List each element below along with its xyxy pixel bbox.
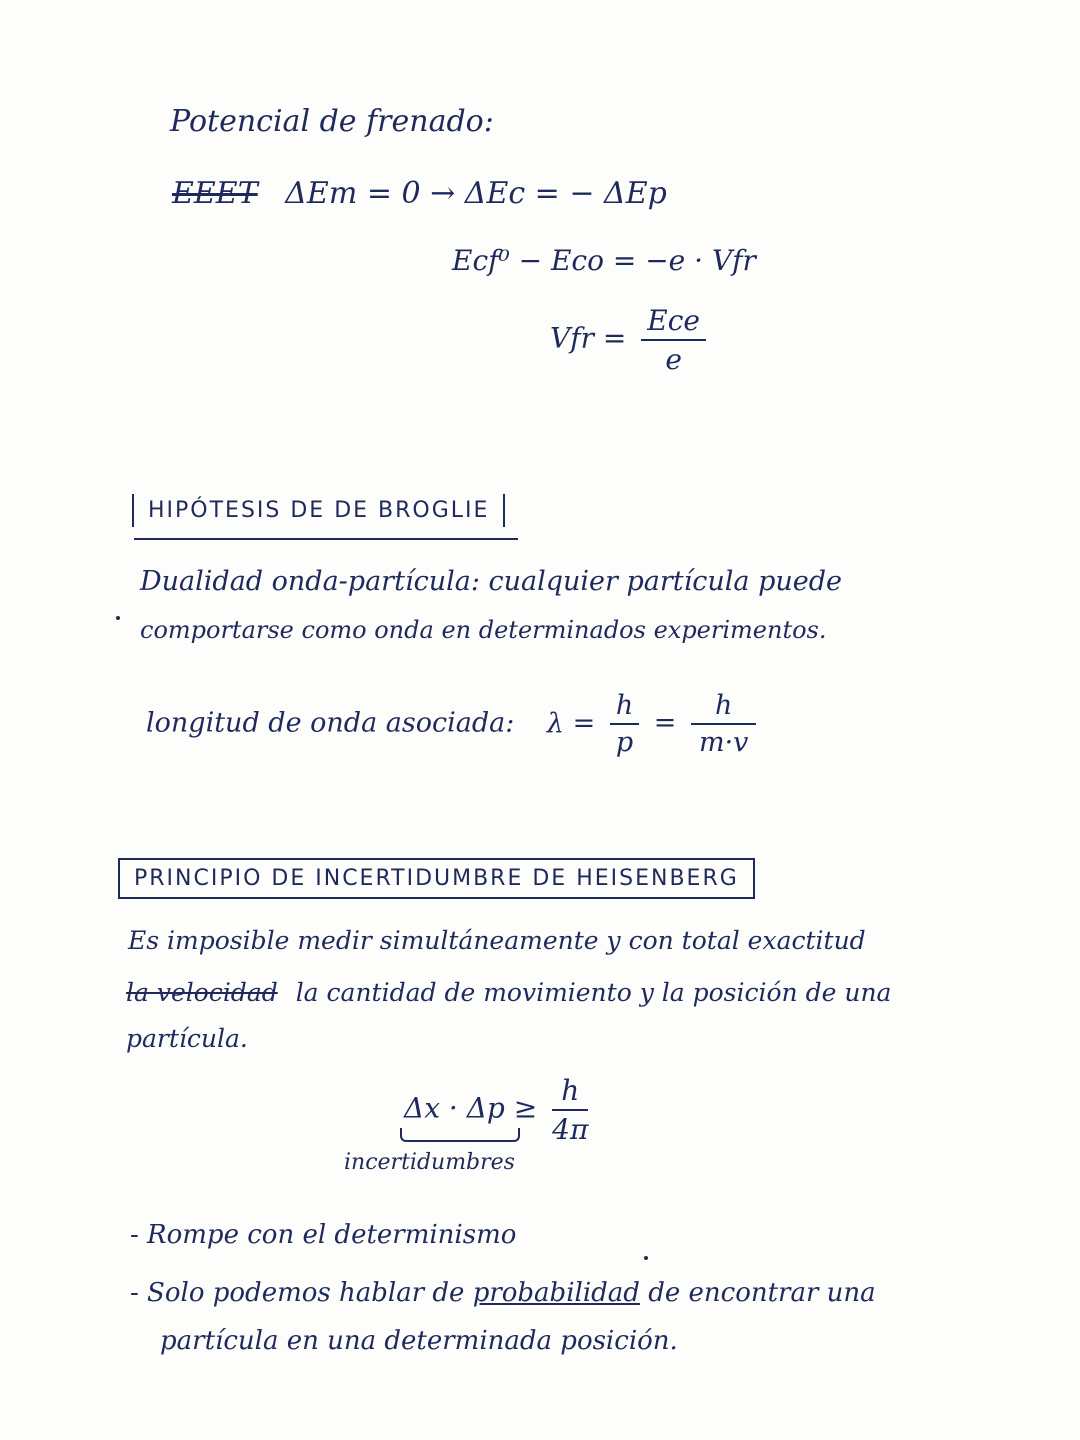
denominator: e [665, 343, 682, 376]
bullet-probability-cont: partícula en una determinada posición. [160, 1326, 678, 1356]
heisenberg-line-1: Es imposible medir simultáneamente y con total exactitud [128, 926, 866, 955]
equation-text: ΔEm = 0 → ΔEc = − ΔEp [285, 176, 667, 211]
bullet-probability [130, 1278, 876, 1308]
bullet-text-pre: - Solo podemos hablar de [130, 1278, 465, 1308]
equation-left: Vfr = [550, 321, 627, 355]
duality-line-2: comportarse como onda en determinados experimentos. [140, 616, 827, 644]
equation-left: Ecf⁰ − Eco [452, 244, 604, 277]
ink-dot [644, 1256, 648, 1260]
bullet-determinism: - Rompe con el determinismo [130, 1220, 517, 1250]
underlined-word: probabilidad [472, 1278, 640, 1308]
fraction-h-p [610, 690, 639, 758]
section-heading-de-broglie: HIPÓTESIS DE DE BROGLIE [132, 494, 505, 527]
ink-dot [116, 616, 120, 620]
kinetic-energy-equation [452, 244, 756, 277]
brace-label: incertidumbres [344, 1150, 515, 1175]
duality-line-1: Dualidad onda-partícula: cualquier partícula puede [140, 566, 843, 597]
equation-right: = −e · Vfr [612, 244, 756, 277]
wavelength-label: longitud de onda asociada: [146, 707, 515, 739]
struck-out-word: EEET [172, 176, 258, 211]
numerator: h [610, 690, 639, 725]
page-title: Potencial de frenado: [170, 104, 494, 139]
heading-underline [134, 538, 518, 540]
denominator: 4π [552, 1113, 589, 1146]
fraction-h-mv [691, 690, 756, 758]
formula-left: Δx · Δp ≥ [404, 1091, 538, 1125]
heisenberg-line-3: partícula. [126, 1024, 248, 1053]
stopping-potential-equation [550, 304, 712, 376]
lambda-symbol: λ = [546, 707, 596, 739]
energy-conservation-equation [172, 176, 667, 211]
heisenberg-line-2 [126, 978, 891, 1007]
struck-out-phrase: la velocidad [126, 978, 278, 1007]
bullet-text-post: de encontrar una [648, 1278, 876, 1308]
section-heading-heisenberg: PRINCIPIO DE INCERTIDUMBRE DE HEISENBERG [118, 858, 755, 899]
numerator: h [552, 1074, 588, 1111]
wavelength-equation [146, 690, 762, 758]
fraction [641, 304, 706, 376]
equals-sign: = [653, 707, 677, 739]
underbrace [400, 1128, 520, 1142]
denominator: m·v [698, 727, 749, 758]
fraction-h-4pi [552, 1074, 588, 1146]
denominator: p [615, 727, 634, 758]
numerator: Ece [641, 304, 706, 341]
line-text: la cantidad de movimiento y la posición de una [295, 978, 892, 1007]
numerator: h [691, 690, 756, 725]
